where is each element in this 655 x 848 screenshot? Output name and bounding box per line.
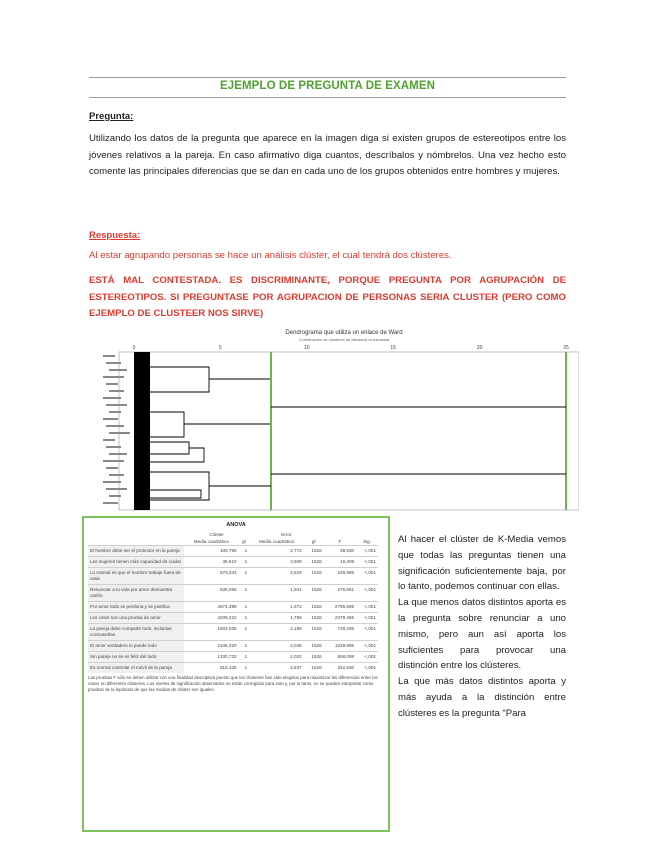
dendrogram-top-links: [226, 407, 566, 486]
col-header: Sig.: [363, 539, 371, 544]
dendrogram-leaf-label: [109, 474, 124, 476]
anova-question: El hombre debe ser el protector en la pareja: [88, 546, 184, 557]
dendrogram-subtitle: Combinación de clústeres de distancia re-escalada: [298, 337, 390, 342]
anova-cell: 1603,035: [184, 624, 239, 641]
pregunta-text: Utilizando los datos de la pregunta que aparece en la imagen diga si existen grupos de estereotipos entre los jóvenes relativos a la pareja. En caso afirmativo diga cuantos, descríbalos y nómbrelos. Una vez hecho esto comente las principales diferencias que se dan en cada uno de los grupos obtenidos entre hombres y mujeres.: [89, 133, 566, 177]
anova-question: La pareja debe compartir todo, incluidas contraseñas: [88, 624, 184, 641]
anova-cell: 3,508: [249, 557, 304, 568]
anova-cell: 2,537: [249, 663, 304, 674]
anova-cell: <,001: [356, 663, 378, 674]
dendrogram-leaf-label: [106, 467, 118, 469]
top-rule: [89, 77, 566, 78]
dendrogram-leaf-label: [109, 432, 130, 434]
pregunta-label: Pregunta:: [89, 111, 134, 122]
anova-cell: 1: [239, 613, 250, 624]
anova-cell: 2,022: [249, 652, 304, 663]
dendrogram-tick-label: 15: [390, 345, 396, 351]
dendrogram-leaf-label: [103, 460, 124, 462]
dendrogram-leaf-label: [103, 481, 121, 483]
anova-row: [88, 557, 378, 568]
dendrogram-leaf-label: [109, 495, 121, 497]
dendrogram-leaf-band: [134, 352, 150, 510]
dendrogram-leaf-labels: [103, 355, 130, 504]
anova-question: Las mujeres tienen más capacidad de cuidar: [88, 557, 184, 568]
dendrogram-leaf-label: [109, 411, 121, 413]
anova-cell: 1,941: [249, 585, 304, 602]
dendrogram-plot-frame: [119, 352, 579, 510]
anova-title: ANOVA: [226, 522, 246, 528]
anova-cell: 1: [239, 557, 250, 568]
dendrogram-leaf-label: [103, 376, 124, 378]
anova-cell: 275,661: [324, 585, 356, 602]
col-header: Media cuadrática: [193, 539, 229, 544]
dendrogram-title: Dendrograma que utiliza un enlace de Ward: [285, 330, 403, 336]
anova-cell: 1029,985: [324, 641, 356, 652]
anova-table-frame: [82, 516, 390, 832]
anova-row: [88, 602, 378, 613]
dendrogram-tick-label: 5: [219, 345, 222, 351]
dendrogram-leaf-label: [103, 355, 115, 357]
anova-table: [88, 531, 378, 673]
dendrogram-leaf-label: [109, 369, 127, 371]
anova-cell: <,001: [356, 585, 378, 602]
anova-cell: <,001: [356, 546, 378, 557]
anova-cell: 1,769: [249, 613, 304, 624]
anova-cell: 106,795: [184, 546, 239, 557]
anova-cell: 1526: [304, 585, 324, 602]
anova-cell: <,001: [356, 652, 378, 663]
anova-row: [88, 585, 378, 602]
anova-row: [88, 624, 378, 641]
anova-cell: 818,106: [184, 663, 239, 674]
col-header: gl: [242, 539, 246, 544]
page-title: EJEMPLO DE PREGUNTA DE EXAMEN: [219, 80, 436, 92]
anova-footnote: Las pruebas F sólo se deben utilizar con una finalidad descriptiva puesto que los clústeres han sido elegidos para maximizar las diferencias entre los casos en diferentes clústeres. Los niveles de significación observados no están corregidos para esto y, por lo tanto, no se pueden interpretar como pruebas de la hipótesis de que las medias de clúster son iguales.: [88, 675, 378, 692]
anova-question: Sin pareja no se es feliz del todo: [88, 652, 184, 663]
dendrogram-tick-label: 20: [476, 345, 483, 351]
anova-cell: 1526: [304, 652, 324, 663]
dendrogram: [89, 322, 579, 512]
col-header: gl: [311, 539, 316, 544]
dendrogram-leaf-label: [106, 404, 127, 406]
anova-cell: 729,295: [324, 624, 356, 641]
anova-row: [88, 613, 378, 624]
anova-cell: <,001: [356, 613, 378, 624]
dendrogram-leaf-label: [106, 446, 121, 448]
anova-cell: <,001: [356, 568, 378, 585]
anova-question: El amor verdadero lo puede todo: [88, 641, 184, 652]
anova-question: Es normal controlar el móvil de la pareja: [88, 663, 184, 674]
dendrogram-leaf-label: [103, 397, 121, 399]
dendrogram-tick-label: 25: [563, 345, 569, 351]
anova-cell: 1526: [304, 613, 324, 624]
respuesta-label: Respuesta:: [89, 230, 141, 241]
anova-cell: 2,772: [249, 546, 304, 557]
anova-cell: 38,530: [324, 546, 356, 557]
anova-question: Lo normal es que el hombre trabaje fuera de casa: [88, 568, 184, 585]
anova-cell: 4674,398: [184, 602, 239, 613]
col-header: F: [338, 539, 342, 544]
dendrogram-leaf-label: [103, 439, 115, 441]
anova-cell: 1: [239, 568, 250, 585]
dendrogram-leaf-label: [109, 453, 127, 455]
anova-cell: 2,198: [249, 624, 304, 641]
respuesta-text: Al estar agrupando personas se hace un análisis clúster, el cual tendrá dos clústeres.: [89, 250, 452, 261]
anova-cell: 2,519: [249, 568, 304, 585]
dendrogram-leaf-label: [106, 362, 121, 364]
dendrogram-branches: [150, 367, 271, 500]
anova-cell: 1: [239, 652, 250, 663]
col-header: Media cuadrática: [258, 539, 294, 544]
anova-cell: 1: [239, 663, 250, 674]
analysis-paragraph: La que más datos distintos aporta y más ayuda a la distinción entre clústeres es la pregunta “Para: [398, 676, 566, 719]
anova-cell: 1,672: [249, 602, 304, 613]
anova-cell: 1526: [304, 641, 324, 652]
anova-row: [88, 641, 378, 652]
anova-row: [88, 652, 378, 663]
anova-question: Por amor todo se perdona y se justifica: [88, 602, 184, 613]
anova-question: Los celos son una prueba de amor: [88, 613, 184, 624]
anova-cell: 1330,733: [184, 652, 239, 663]
anova-cell: <,001: [356, 557, 378, 568]
dendrogram-green-splits: [271, 352, 566, 510]
anova-cell: 1526: [304, 546, 324, 557]
anova-cell: 1: [239, 641, 250, 652]
anova-cell: 1: [239, 602, 250, 613]
anova-row: [88, 663, 378, 674]
anova-cell: 2106,320: [184, 641, 239, 652]
dendrogram-leaf-label: [109, 390, 124, 392]
anova-cell: 1: [239, 624, 250, 641]
anova-cell: 1526: [304, 557, 324, 568]
anova-group-error: Error: [281, 532, 292, 537]
anova-cell: 4209,222: [184, 613, 239, 624]
anova-cell: 1526: [304, 663, 324, 674]
anova-cell: 2,045: [249, 641, 304, 652]
dendrogram-leaf-label: [103, 418, 118, 420]
anova-cell: 229,985: [324, 568, 356, 585]
anova-cell: 2795,595: [324, 602, 356, 613]
anova-row: [88, 546, 378, 557]
dendrogram-axis: [133, 345, 569, 351]
anova-cell: 658,098: [324, 652, 356, 663]
anova-cell: 1: [239, 585, 250, 602]
anova-cell: 1526: [304, 602, 324, 613]
anova-group-cluster: Clúster: [209, 532, 224, 537]
dendrogram-leaf-label: [103, 502, 118, 504]
anova-row: [88, 568, 378, 585]
anova-cell: <,001: [356, 624, 378, 641]
analysis-paragraph: La que menos datos distintos aporta es la pregunta sobre renunciar a uno mismo, pero aun así aporta los suficientes para provocar una distinción entre los clústeres.: [398, 597, 566, 672]
anova-question: Renunciar a tu vida por amor demuestra cariño: [88, 585, 184, 602]
anova-cell: 1526: [304, 568, 324, 585]
correction-text: ESTÁ MAL CONTESTADA. ES DISCRIMINANTE, PORQUE PREGUNTA POR AGRUPACIÓN DE ESTEREOTIPOS. SI PREGUNTASE POR AGRUPACION DE PERSONAS SERIA CLUSTER (PERO COMO EJEMPLO DE CLUSTEER NOS SIRVE): [89, 275, 566, 319]
analysis-paragraph: Al hacer el clúster de K-Media vemos que todas las preguntas tienen una significación suficientemente baja, por lo tanto, podemos continuar con ellas.: [398, 534, 566, 593]
title-rule: [89, 97, 566, 98]
anova-cell: 579,343: [184, 568, 239, 585]
dendrogram-leaf-label: [106, 383, 118, 385]
dendrogram-tick-label: 10: [304, 345, 310, 351]
anova-cell: 535,055: [184, 585, 239, 602]
dendrogram-tick-label: 0: [132, 345, 136, 351]
anova-cell: 1526: [304, 624, 324, 641]
dendrogram-leaf-label: [106, 425, 124, 427]
anova-cell: 322,530: [324, 663, 356, 674]
anova-cell: <,001: [356, 602, 378, 613]
anova-cell: 1: [239, 546, 250, 557]
anova-cell: 10,408: [324, 557, 356, 568]
analysis-text: [398, 532, 566, 722]
anova-cell: <,001: [356, 641, 378, 652]
anova-cell: 2379,456: [324, 613, 356, 624]
dendrogram-leaf-label: [106, 488, 127, 490]
anova-cell: 36,510: [184, 557, 239, 568]
